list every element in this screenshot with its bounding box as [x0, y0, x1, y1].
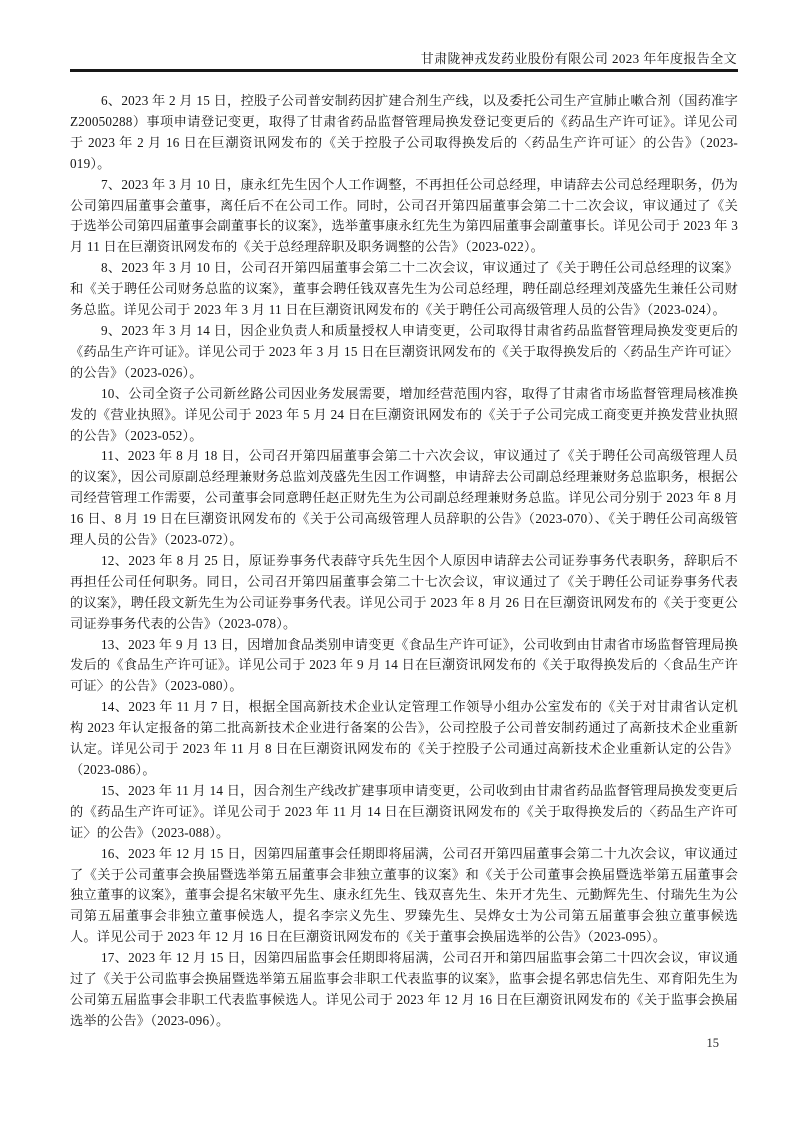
paragraph-item-12: 12、2023 年 8 月 25 日，原证券事务代表薛守兵先生因个人原因申请辞去公司证券事务代表职务，辞职后不再担任公司任何职务。同日，公司召开第四届董事会第二十七次会议，审议通过了《关于聘任公司证券事务代表的议案》，聘任段文新先生为公司证券事务代表。详见公司于 2023 年 8 月 26 日在巨潮资讯网发布的《关于变更公司证券事务代表的公告》（2023-078）。 — [70, 552, 738, 631]
paragraph-item-17: 17、2023 年 12 月 15 日，因第四届监事会任期即将届满，公司召开和第四届监事会第二十四次会议，审议通过了《关于公司监事会换届暨选举第五届监事会非职工代表监事的议案》，监事会提名郭忠信先生、邓育阳先生为公司第五届监事会非职工代表监事候选人。详见公司于 2023 年 12 月 16 日在巨潮资讯网发布的《关于监事会换届选举的公告》（2023-096）。 — [70, 950, 738, 1028]
report-title: 甘肃陇神戎发药业股份有限公司 2023 年年度报告全文 — [420, 51, 737, 66]
paragraph-item-10: 10、公司全资子公司新丝路公司因业务发展需要，增加经营范围内容，取得了甘肃省市场监督管理局核准换发的《营业执照》。详见公司于 2023 年 5 月 24 日在巨潮资讯网发布的《关于子公司完成工商变更并换发营业执照的公告》（2023-052）。 — [70, 385, 738, 443]
paragraph-item-16: 16、2023 年 12 月 15 日，因第四届董事会任期即将届满，公司召开第四届董事会第二十九次会议，审议通过了《关于公司董事会换届暨选举第五届董事会非独立董事的议案》和《关于公司董事会换届暨选举第五届董事会独立董事的议案》，董事会提名宋敏平先生、康永红先生、钱双喜先生、朱开才先生、元勤辉先生、付瑞先生为公司第五届董事会非独立董事候选人，提名李宗义先生、罗臻先生、吴烨女士为公司第五届董事会独立董事候选人。详见公司于 2023 年 12 月 16 日在巨潮资讯网发布的《关于董事会换届选举的公告》（2023-095）。 — [70, 845, 738, 945]
paragraph-item-11: 11、2023 年 8 月 18 日，公司召开第四届董事会第二十六次会议，审议通过了《关于聘任公司高级管理人员的议案》，因公司原副总经理兼财务总监刘茂盛先生因工作调整，申请辞去公司副总经理兼财务总监职务，根据公司经营管理工作需要，公司董事会同意聘任赵正财先生为公司副总经理兼财务总监。详见公司分别于 2023 年 8 月 16 日、8 月 19 日在巨潮资讯网发布的《关于公司高级管理人员辞职的公告》（2023-070）、《关于聘任公司高级管理人员的公告》（2023-072）。 — [70, 448, 738, 548]
paragraph-item-7: 7、2023 年 3 月 10 日，康永红先生因个人工作调整，不再担任公司总经理，申请辞去公司总经理职务，仍为公司第四届董事会董事，离任后不在公司工作。同时，公司召开第四届董事会第二十二次会议，审议通过了《关于选举公司第四届董事会副董事长的议案》，选举董事康永红先生为第四届董事会副董事长。详见公司于 2023 年 3 月 11 日在巨潮资讯网发布的《关于总经理辞职及职务调整的公告》（2023-022）。 — [70, 176, 738, 255]
paragraph-item-6: 6、2023 年 2 月 15 日，控股子公司普安制药因扩建合剂生产线，以及委托公司生产宣肺止嗽合剂（国药准字Z20050288）事项申请登记变更，取得了甘肃省药品监督管理局换发登记变更后的《药品生产许可证》。详见公司于 2023 年 2 月 16 日在巨潮资讯网发布的《关于控股子公司取得换发后的〈药品生产许可证〉的公告》（2023-019）。 — [70, 93, 738, 171]
paragraph-item-13: 13、2023 年 9 月 13 日，因增加食品类别申请变更《食品生产许可证》，公司收到由甘肃省市场监督管理局换发后的《食品生产许可证》。详见公司于 2023 年 9 月 14 日在巨潮资讯网发布的《关于取得换发后的〈食品生产许可证〉的公告》（2023-080）。 — [70, 636, 738, 694]
paragraph-item-15: 15、2023 年 11 月 14 日，因合剂生产线改扩建事项申请变更，公司收到由甘肃省药品监督管理局换发变更后的《药品生产许可证》。详见公司于 2023 年 11 月 14 日在巨潮资讯网发布的《关于取得换发后的〈药品生产许可证〉的公告》（2023-088）。 — [70, 782, 738, 840]
paragraph-item-9: 9、2023 年 3 月 14 日，因企业负责人和质量授权人申请变更，公司取得甘肃省药品监督管理局换发变更后的《药品生产许可证》。详见公司于 2023 年 3 月 15 日在巨潮资讯网发布的《关于取得换发后的〈药品生产许可证〉的公告》（2023-026）。 — [70, 322, 738, 380]
paragraph-item-8: 8、2023 年 3 月 10 日，公司召开第四届董事会第二十二次会议，审议通过了《关于聘任公司总经理的议案》和《关于聘任公司财务总监的议案》，董事会聘任钱双喜先生为公司总经理，聘任副总经理刘茂盛先生兼任公司财务总监。详见公司于 2023 年 3 月 11 日在巨潮资讯网发布的《关于聘任公司高级管理人员的公告》（2023-024）。 — [70, 260, 738, 318]
page-number: 15 — [706, 1036, 719, 1050]
header-rule-divider — [70, 69, 738, 72]
running-header — [70, 48, 737, 67]
paragraph-item-14: 14、2023 年 11 月 7 日，根据全国高新技术企业认定管理工作领导小组办公室发布的《关于对甘肃省认定机构 2023 年认定报备的第二批高新技术企业进行备案的公告》，公司控股子公司普安制药通过了高新技术企业重新认定。详见公司于 2023 年 11 月 8 日在巨潮资讯网发布的《关于控股子公司通过高新技术企业重新认定的公告》（2023-086）。 — [70, 699, 738, 777]
report-body — [70, 91, 738, 1032]
